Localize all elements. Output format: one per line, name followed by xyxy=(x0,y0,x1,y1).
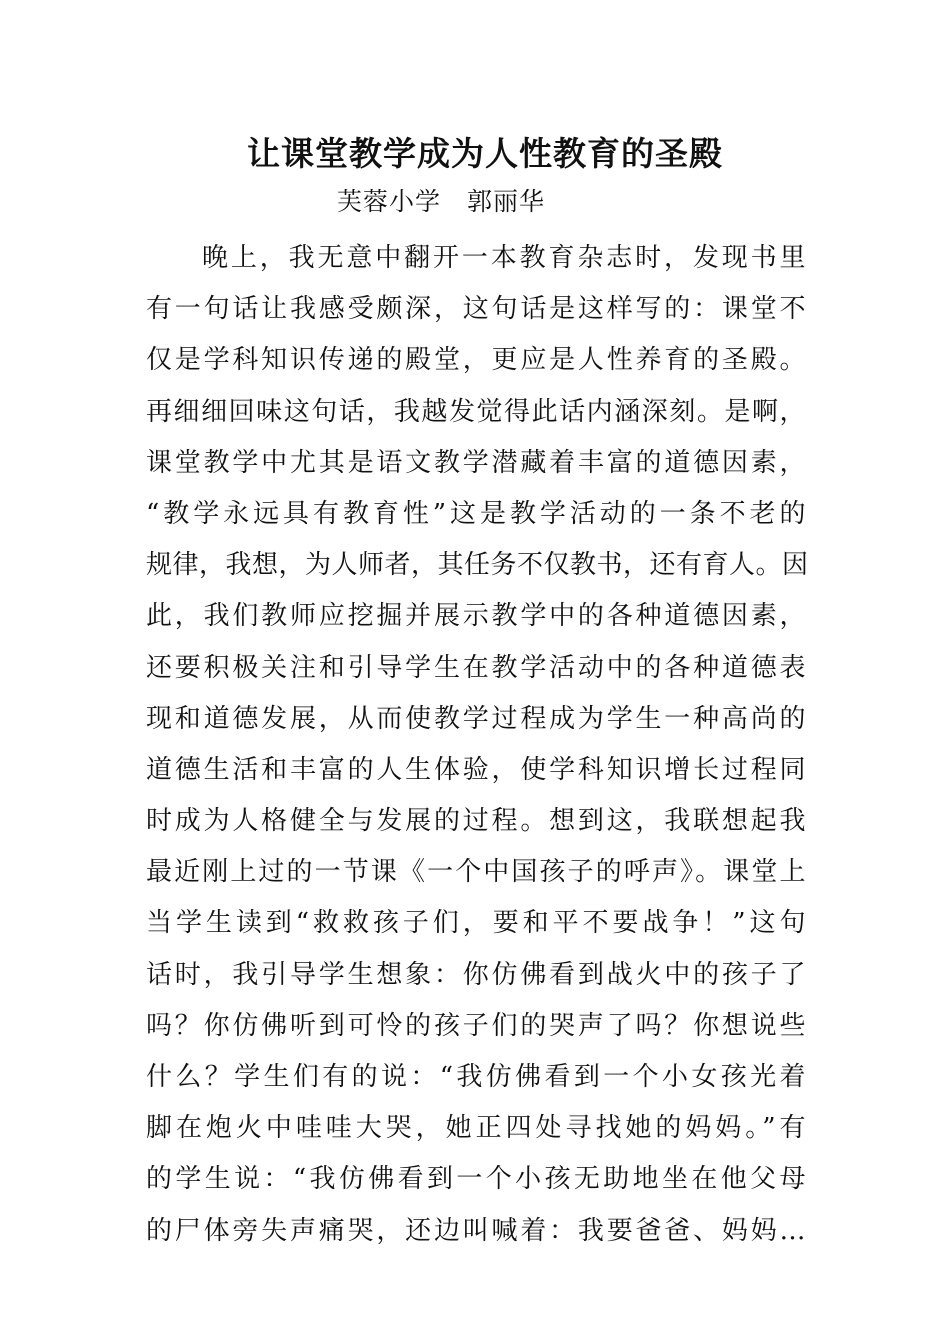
text-line: 有一句话让我感受颇深，这句话是这样写的：课堂不 xyxy=(146,294,806,325)
text-line: 仅是学科知识传递的殿堂，更应是人性养育的圣殿。 xyxy=(146,345,806,376)
text-line: 最近刚上过的一节课《一个中国孩子的呼声》。课堂上 xyxy=(146,857,806,888)
text-line: 再细细回味这句话，我越发觉得此话内涵深刻。是啊， xyxy=(146,396,806,427)
text-line: 还要积极关注和引导学生在教学活动中的各种道德表 xyxy=(146,652,806,683)
text-line: 的尸体旁失声痛哭，还边叫喊着：我要爸爸、妈妈… xyxy=(146,1215,806,1246)
text-line: 规律，我想，为人师者，其任务不仅教书，还有育人。因 xyxy=(146,550,809,581)
text-line: 吗？你仿佛听到可怜的孩子们的哭声了吗？你想说些 xyxy=(146,1010,806,1041)
text-line: 道德生活和丰富的人生体验，使学科知识增长过程同 xyxy=(146,754,806,785)
text-line: 晚上，我无意中翻开一本教育杂志时，发现书里 xyxy=(202,243,806,273)
body-text xyxy=(146,233,809,1257)
text-line: 什么？学生们有的说：“我仿佛看到一个小女孩光着 xyxy=(146,1062,806,1092)
text-line: 脚在炮火中哇哇大哭，她正四处寻找她的妈妈。”有 xyxy=(146,1113,806,1144)
text-line: 当学生读到“救救孩子们，要和平不要战争！”这句 xyxy=(146,908,806,939)
page-title: 让课堂教学成为人性教育的圣殿 xyxy=(247,134,723,173)
school-name: 芙蓉小学 xyxy=(337,187,442,216)
author-name: 郭丽华 xyxy=(467,187,546,216)
byline xyxy=(337,182,545,218)
text-line: 课堂教学中尤其是语文教学潜藏着丰富的道德因素， xyxy=(146,447,806,478)
text-line: 的学生说：“我仿佛看到一个小孩无助地坐在他父母 xyxy=(146,1164,806,1195)
text-line: 时成为人格健全与发展的过程。想到这，我联想起我 xyxy=(146,806,806,837)
text-line: 此，我们教师应挖掘并展示教学中的各种道德因素， xyxy=(146,601,806,632)
text-line: “教学永远具有教育性”这是教学活动的一条不老的 xyxy=(146,498,806,529)
text-line: 话时，我引导学生想象：你仿佛看到战火中的孩子了 xyxy=(146,959,806,990)
text-line: 现和道德发展，从而使教学过程成为学生一种高尚的 xyxy=(146,703,806,734)
